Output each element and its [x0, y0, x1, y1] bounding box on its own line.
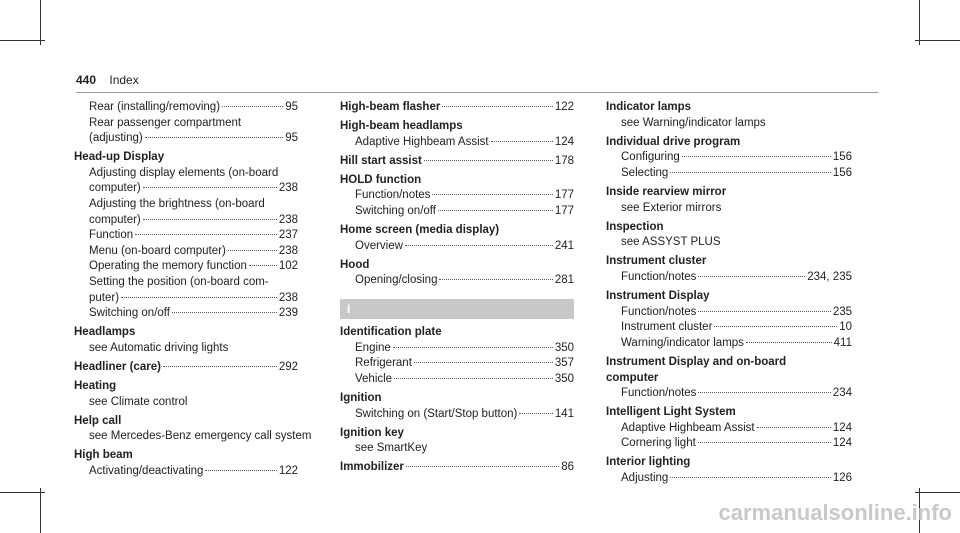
index-entry	[74, 414, 312, 445]
index-letter-heading: I	[340, 299, 574, 319]
header-rule	[76, 92, 878, 93]
index-see-reference[interactable]: see SmartKey	[355, 442, 428, 455]
index-term: High beam	[74, 449, 133, 462]
index-term: Instrument Display	[606, 290, 710, 303]
index-entry	[340, 119, 574, 150]
index-term: Intelligent Light System	[606, 406, 736, 419]
index-entry	[606, 185, 852, 216]
index-subentry[interactable]: Refrigerant 357	[355, 357, 574, 370]
index-subentry[interactable]: Switching on (Start/Stop button) 141	[355, 407, 574, 420]
index-subentry[interactable]: Function/notes 234	[621, 387, 852, 400]
index-entry	[606, 355, 852, 402]
crop-mark	[919, 0, 920, 45]
index-see-reference[interactable]: see ASSYST PLUS	[621, 236, 721, 249]
index-term: computer	[606, 371, 659, 384]
index-subentry-text: Adjusting display elements (on-board	[89, 166, 279, 179]
index-subentry[interactable]: Menu (on-board computer) 238	[89, 244, 298, 257]
index-term: Headlamps	[74, 326, 136, 339]
index-subentry[interactable]: Operating the memory function 102	[89, 260, 298, 273]
index-term-row[interactable]: Headliner (care) 292	[74, 361, 298, 373]
index-entry	[74, 325, 298, 356]
crop-mark	[0, 40, 45, 41]
page-number: 440	[76, 73, 97, 87]
index-term: HOLD function	[340, 173, 422, 186]
index-subentry[interactable]: Engine 350	[355, 341, 574, 354]
crop-mark	[915, 492, 960, 493]
index-entry	[340, 325, 574, 387]
index-entry	[340, 460, 574, 476]
index-term: Ignition key	[340, 426, 404, 439]
index-column-3	[606, 100, 852, 490]
index-entry	[74, 150, 298, 322]
index-subentry[interactable]: Function/notes 235	[621, 305, 852, 318]
index-term: Individual drive program	[606, 135, 741, 148]
index-term: Help call	[74, 414, 122, 427]
index-subentry-text: Rear passenger compartment	[89, 116, 242, 129]
index-entry	[340, 223, 574, 254]
crop-mark	[915, 40, 960, 41]
index-term: Home screen (media display)	[340, 224, 500, 237]
index-subentry[interactable]: Configuring 156	[621, 151, 852, 164]
index-entry	[340, 100, 574, 116]
index-subentry[interactable]: computer) 238	[89, 182, 298, 195]
index-entry	[340, 173, 574, 220]
index-entry	[606, 254, 852, 285]
index-entry	[340, 258, 574, 289]
index-term: Hood	[340, 258, 370, 271]
index-term-row[interactable]: Hill start assist 178	[340, 154, 574, 167]
index-term: Inspection	[606, 220, 664, 233]
index-subentry[interactable]: Instrument cluster 10	[621, 321, 852, 334]
index-entry	[74, 448, 298, 479]
index-entry	[340, 154, 574, 170]
index-subentry[interactable]: Selecting 156	[621, 166, 852, 179]
index-subentry[interactable]: computer) 238	[89, 213, 298, 226]
index-entry	[606, 455, 852, 486]
index-term: Instrument Display and on-board	[606, 355, 787, 368]
index-subentry[interactable]: Overview 241	[355, 239, 574, 252]
index-term: Head-up Display	[74, 151, 165, 164]
index-entry	[340, 391, 574, 422]
crop-mark	[40, 0, 41, 45]
index-subentry[interactable]: Vehicle 350	[355, 372, 574, 385]
index-subentry[interactable]: Function 237	[89, 229, 298, 242]
index-entry	[74, 100, 298, 147]
index-term: Indicator lamps	[606, 101, 691, 113]
index-subentry[interactable]: Adjusting 126	[621, 472, 852, 485]
index-term: Ignition	[340, 391, 382, 404]
index-subentry[interactable]: Adaptive Highbeam Assist 124	[355, 135, 574, 148]
index-see-reference[interactable]: see Climate control	[89, 395, 188, 408]
index-subentry[interactable]: Adaptive Highbeam Assist 124	[621, 421, 852, 434]
index-subentry[interactable]: (adjusting) 95	[89, 132, 298, 145]
index-subentry[interactable]: Switching on/off 239	[89, 307, 298, 320]
index-term: Instrument cluster	[606, 255, 707, 268]
index-see-reference[interactable]: see Exterior mirrors	[621, 201, 722, 214]
index-subentry[interactable]: Function/notes 177	[355, 189, 574, 202]
index-term: Inside rearview mirror	[606, 185, 727, 198]
index-subentry[interactable]: Cornering light 124	[621, 437, 852, 450]
index-subentry[interactable]: Warning/indicator lamps 411	[621, 336, 852, 349]
index-see-reference[interactable]: see Warning/indicator lamps	[621, 116, 766, 129]
index-subentry[interactable]: Function/notes 234, 235	[621, 270, 852, 283]
index-subentry[interactable]: Activating/deactivating 122	[89, 465, 298, 478]
index-subentry-text: Adjusting the brightness (on-board	[89, 198, 265, 211]
index-entry	[606, 135, 852, 182]
index-entry	[74, 379, 298, 410]
index-term-row[interactable]: High-beam flasher 122	[340, 101, 574, 113]
section-title: Index	[109, 73, 139, 87]
index-see-reference[interactable]: see Mercedes-Benz emergency call system	[89, 430, 312, 443]
page-header	[76, 73, 139, 87]
index-entry	[606, 289, 852, 351]
crop-mark	[0, 492, 45, 493]
index-term: Interior lighting	[606, 456, 691, 469]
index-subentry-text: Setting the position (on-board com-	[89, 276, 269, 289]
index-term-row[interactable]: Immobilizer 86	[340, 461, 574, 474]
index-entry	[606, 220, 852, 251]
crop-mark	[40, 488, 41, 533]
index-term: Identification plate	[340, 326, 442, 339]
index-subentry[interactable]: Opening/closing 281	[355, 274, 574, 287]
index-term: High-beam headlamps	[340, 120, 463, 133]
index-subentry[interactable]: puter) 238	[89, 291, 298, 304]
index-entry	[606, 405, 852, 452]
index-entry	[74, 360, 298, 376]
index-subentry[interactable]: Switching on/off 177	[355, 205, 574, 218]
index-entry	[340, 426, 574, 457]
index-column-1	[74, 100, 312, 483]
watermark: carmanualsonline.info	[718, 500, 952, 525]
index-entry	[606, 100, 852, 131]
index-subentry[interactable]: Rear (installing/removing) 95	[89, 101, 298, 113]
index-term: Heating	[74, 380, 117, 393]
index-column-2	[340, 100, 574, 479]
index-see-reference[interactable]: see Automatic driving lights	[89, 341, 229, 354]
